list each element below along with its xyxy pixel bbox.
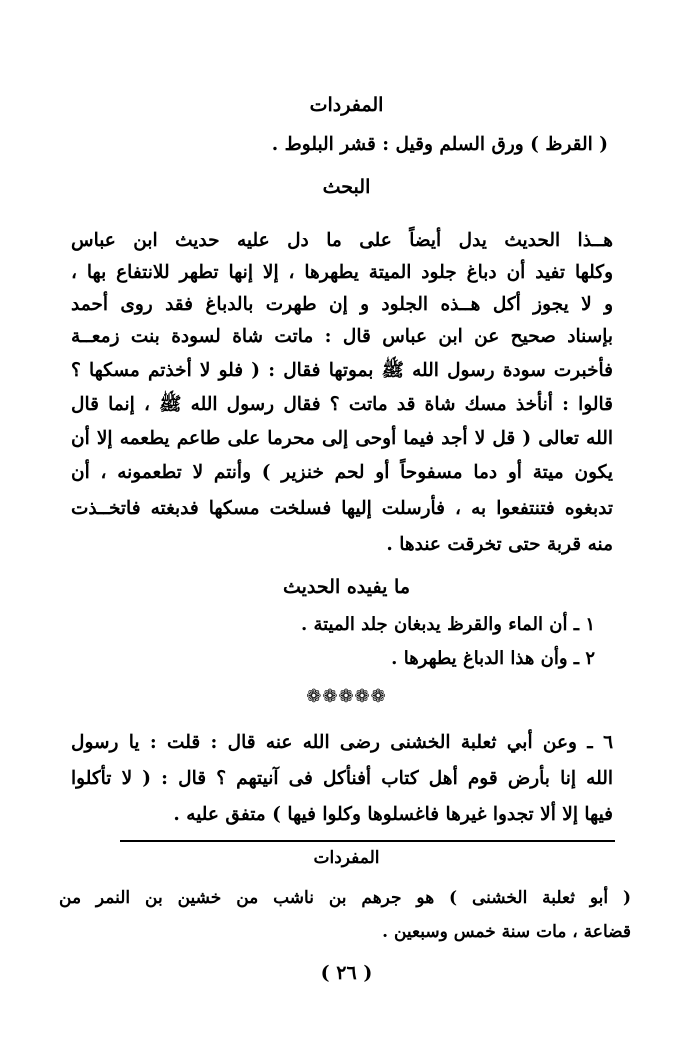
hadith-line: فيها إلا ألا تجدوا غيرها فاغسلوها وكلوا فيها ) متفق عليه . [173, 804, 613, 825]
benefit-item: ٢ ـ وأن هذا الدباغ يطهرها . [391, 648, 595, 669]
page-number: ( ٢٦ ) [320, 962, 373, 984]
footnote-separator [120, 840, 615, 842]
discussion-line: قالوا : أنأخذ مسك شاة قد ماتت ؟ فقال رسول الله ﷺ ، إنما قال [71, 394, 613, 415]
discussion-line: فأخبرت سودة رسول الله ﷺ بموتها فقال : ( فلو لا أخذتم مسكها ؟ [71, 360, 613, 381]
vocabulary-heading: المفردات [309, 94, 384, 116]
hadith-line: ٦ ـ وعن أبي ثعلبة الخشنى رضى الله عنه قال : قلت : يا رسول [71, 732, 613, 753]
vocabulary-entry: ( القرظ ) ورق السلم وقيل : قشر البلوط . [271, 134, 608, 155]
discussion-line: يكون ميتة أو دما مسفوحاً أو لحم خنزير ) وأنتم لا تطعمونه ، أن [71, 462, 613, 483]
footnote-line: قضاعة ، مات سنة خمس وسبعين . [382, 922, 631, 942]
discussion-line: بإسناد صحيح عن ابن عباس قال : ماتت شاة لسودة بنت زمعــة [71, 326, 613, 347]
discussion-line: و لا يجوز أكل هــذه الجلود و إن طهرت بالدباغ فقد روى أحمد [71, 294, 613, 315]
hadith-line: الله إنا بأرض قوم أهل كتاب أفنأكل فى آنيتهم ؟ قال : ( لا تأكلوا [71, 768, 613, 789]
section-divider-ornament: ❁❁❁❁❁ [306, 686, 387, 707]
discussion-line: تدبغوه فتنتفعوا به ، فأرسلت إليها فسلخت مسكها فدبغته فاتخــذت [71, 498, 613, 519]
footnote-line: ( أبو ثعلبة الخشنى ) هو جرهم بن ناشب من خشين بن النمر من [59, 888, 631, 908]
discussion-line: وكلها تفيد أن دباغ جلود الميتة يطهرها ، إلا إنها تطهر للانتفاع بها ، [71, 262, 613, 283]
discussion-line: هــذا الحديث يدل أيضاً على ما دل عليه حديث ابن عباس [71, 230, 613, 251]
benefit-item: ١ ـ أن الماء والقرظ يدبغان جلد الميتة . [300, 614, 595, 635]
discussion-line: الله تعالى ( قل لا أجد فيما أوحى إلى محرما على طاعم يطعمه إلا أن [71, 428, 613, 449]
footnote-vocabulary-heading: المفردات [313, 848, 380, 868]
discussion-heading: البحث [322, 176, 371, 198]
benefits-heading: ما يفيده الحديث [282, 576, 410, 598]
discussion-line: منه قربة حتى تخرقت عندها . [386, 534, 613, 555]
